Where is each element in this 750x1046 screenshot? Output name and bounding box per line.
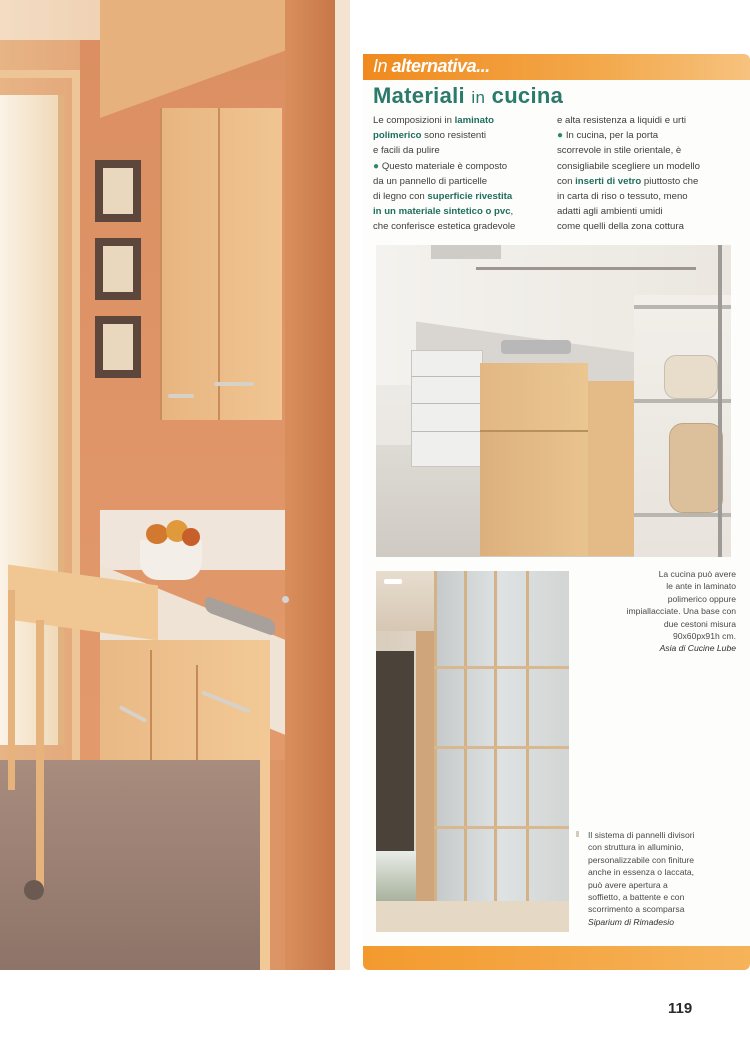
shelf bbox=[634, 305, 731, 309]
panel-rail bbox=[434, 746, 569, 749]
table-wheel bbox=[24, 880, 44, 900]
cabinet-handle bbox=[168, 394, 194, 398]
text-line bbox=[373, 143, 551, 158]
highlighted-term: inserti di vetro bbox=[575, 175, 642, 187]
text-line bbox=[557, 143, 743, 158]
text-column-2 bbox=[557, 113, 743, 235]
text-run: con bbox=[557, 175, 576, 187]
drawer-line bbox=[412, 376, 482, 377]
sink bbox=[501, 340, 571, 354]
section-footer-bar bbox=[363, 946, 750, 970]
caption-line: personalizzabile con finiture bbox=[588, 854, 695, 865]
bullet-icon: ● bbox=[373, 160, 382, 172]
shelf bbox=[634, 399, 731, 403]
bullet-icon: ● bbox=[557, 130, 566, 142]
drawer-divider bbox=[480, 430, 588, 432]
caption-line: scorrimento a scomparsa bbox=[588, 904, 685, 915]
drawer-line bbox=[412, 403, 482, 404]
text-run: e alta resistenza a liquidi e urti bbox=[557, 115, 687, 126]
framed-picture bbox=[95, 160, 141, 222]
text-run: sono resistenti bbox=[421, 130, 487, 142]
title-main: Materiali bbox=[373, 83, 465, 108]
modern-kitchen-photo bbox=[376, 245, 731, 557]
partition-caption bbox=[578, 829, 738, 928]
caption-line: Il sistema di pannelli divisori bbox=[588, 830, 695, 840]
caption-line: impiallacciate. Una base con bbox=[626, 606, 736, 617]
title-end: cucina bbox=[491, 83, 564, 108]
text-run: consigliabile scegliere un modello bbox=[557, 160, 700, 172]
cabinet-handle bbox=[214, 382, 254, 386]
highlighted-term: polimerico bbox=[373, 130, 422, 142]
text-line bbox=[557, 204, 743, 219]
drawer-line bbox=[412, 431, 482, 432]
text-run: da un pannello di particelle bbox=[373, 175, 488, 187]
storage-jar bbox=[664, 355, 718, 399]
photo-edge bbox=[335, 0, 350, 970]
caption-line: con struttura in alluminio, bbox=[588, 842, 684, 853]
title-in: in bbox=[471, 88, 486, 107]
kitchen-caption bbox=[576, 568, 736, 655]
text-line bbox=[557, 128, 743, 143]
text-run: Questo materiale è composto bbox=[381, 160, 508, 172]
highlighted-term: in un materiale sintetico o pvc bbox=[373, 206, 511, 218]
text-line bbox=[373, 159, 551, 174]
text-run: e facili da pulire bbox=[373, 145, 440, 157]
fruit-basket bbox=[140, 540, 202, 580]
fruit bbox=[146, 524, 168, 544]
text-run: che conferisce estetica gradevole bbox=[373, 221, 516, 233]
text-run: come quelli della zona cottura bbox=[557, 221, 684, 233]
text-line bbox=[557, 174, 743, 189]
wall-edge bbox=[416, 631, 436, 932]
text-run: In cucina, per la porta bbox=[565, 130, 659, 142]
panel-knob bbox=[282, 596, 289, 603]
panel-frame bbox=[526, 571, 529, 932]
text-line bbox=[373, 189, 551, 204]
text-run: adatti agli ambienti umidi bbox=[557, 206, 663, 218]
upper-cabinet-seam bbox=[218, 108, 220, 420]
caption-source: Siparium di Rimadesio bbox=[588, 916, 674, 927]
page-title bbox=[373, 83, 563, 109]
panel-rail bbox=[434, 826, 569, 829]
wood-side-panel bbox=[588, 381, 636, 556]
highlighted-term: superficie rivestita bbox=[427, 191, 513, 203]
page-number: 119 bbox=[668, 1000, 693, 1017]
text-line bbox=[557, 189, 743, 204]
caption-line: due cestoni misura bbox=[663, 618, 736, 629]
upper-cabinet bbox=[160, 108, 282, 420]
caption-line: può avere apertura a bbox=[588, 879, 668, 890]
framed-picture bbox=[95, 316, 141, 378]
wood-drawer bbox=[480, 431, 588, 556]
panel-frame bbox=[494, 571, 497, 932]
caption-line: soffietto, a battente e con bbox=[588, 892, 685, 903]
white-drawers bbox=[411, 350, 483, 467]
caption-line: le ante in laminato bbox=[666, 581, 736, 592]
text-line bbox=[557, 159, 743, 174]
text-run: in carta di riso o tessuto, meno bbox=[557, 191, 688, 203]
banner-prefix: In bbox=[373, 56, 388, 76]
text-run: piuttosto che bbox=[641, 175, 699, 187]
text-run: di legno con bbox=[373, 191, 428, 203]
sliding-panel bbox=[285, 0, 335, 970]
range-hood bbox=[431, 245, 501, 259]
caption-line: polimerico oppure bbox=[667, 593, 736, 604]
text-line bbox=[373, 219, 551, 234]
storage-jar bbox=[669, 423, 723, 513]
shelf-pole bbox=[718, 245, 722, 557]
text-line bbox=[373, 113, 551, 128]
ceiling-light bbox=[384, 579, 402, 584]
fruit bbox=[182, 528, 200, 546]
framed-picture bbox=[95, 238, 141, 300]
panel-frame bbox=[434, 571, 437, 932]
caption-source: Asia di Cucine Lube bbox=[659, 643, 736, 654]
shelf bbox=[634, 513, 731, 517]
text-run: Le composizioni in bbox=[373, 115, 455, 126]
text-line bbox=[373, 174, 551, 189]
kitchen-corridor-photo bbox=[0, 0, 350, 970]
panel-rail bbox=[434, 666, 569, 669]
panel-frame bbox=[464, 571, 467, 932]
text-line bbox=[373, 204, 551, 219]
text-column-1 bbox=[373, 113, 551, 235]
floor bbox=[376, 901, 569, 932]
text-line bbox=[557, 113, 743, 128]
text-run: scorrevole in stile orientale, è bbox=[557, 145, 682, 157]
caption-line: 90x60px91h cm. bbox=[672, 631, 736, 642]
caption-line: La cucina può avere bbox=[658, 569, 736, 579]
dark-panel bbox=[376, 651, 414, 851]
text-line bbox=[557, 219, 743, 234]
section-banner bbox=[363, 54, 750, 80]
text-line bbox=[373, 128, 551, 143]
banner-word: alternativa... bbox=[391, 56, 490, 76]
caption-line: anche in essenza o laccata, bbox=[588, 867, 695, 878]
glass-panels bbox=[434, 571, 569, 932]
utensil-rail bbox=[476, 267, 696, 270]
highlighted-term: laminato bbox=[454, 115, 495, 126]
table-leg bbox=[8, 590, 15, 790]
text-run: , bbox=[510, 206, 514, 218]
banner-label bbox=[373, 56, 490, 77]
table-leg bbox=[36, 620, 44, 890]
glass-partition-photo bbox=[376, 571, 569, 932]
